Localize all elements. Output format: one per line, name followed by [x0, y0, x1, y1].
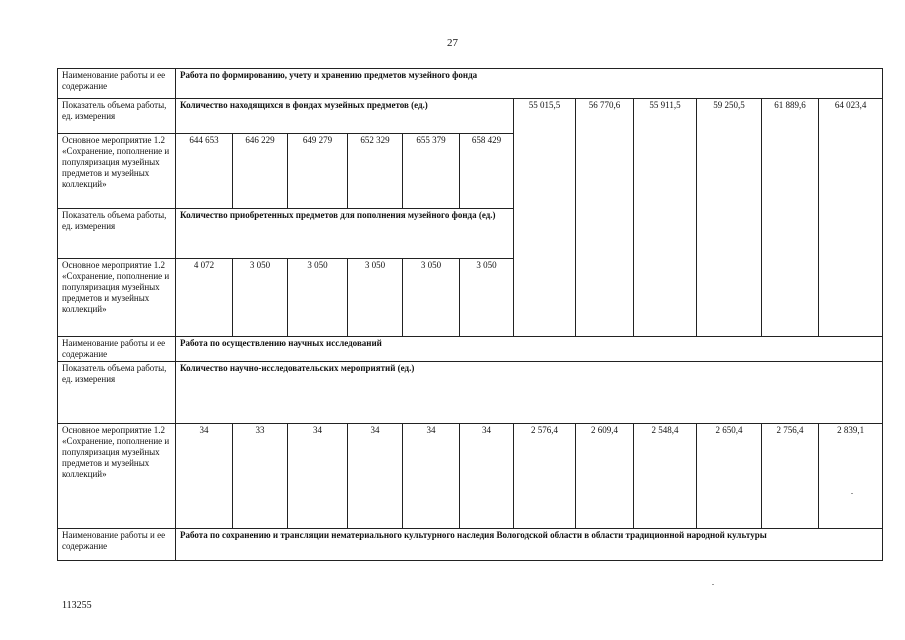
value-cell: 3 050	[403, 259, 460, 337]
value-cell: 3 050	[288, 259, 348, 337]
finance-cell: 64 023,4	[819, 99, 883, 337]
finance-cell: 2 839,1	[819, 424, 883, 529]
indicator-title: Количество научно-исследовательских мероприятий (ед.)	[176, 362, 883, 424]
work-name-title: Работа по формированию, учету и хранению предметов музейного фонда	[176, 69, 883, 99]
event-label: Основное мероприятие 1.2 «Сохранение, пополнение и популяризация музейных предметов и музейных коллекций»	[58, 259, 176, 337]
value-cell: 649 279	[288, 134, 348, 209]
value-cell: 644 653	[176, 134, 233, 209]
work-name-title: Работа по сохранению и трансляции нематериального культурного наследия Вологодской области в области традиционной народной культуры	[176, 529, 883, 561]
value-cell: 34	[288, 424, 348, 529]
finance-cell: 55 911,5	[634, 99, 697, 337]
table-row	[58, 69, 883, 99]
page-number: 27	[447, 37, 458, 49]
value-cell: 34	[348, 424, 403, 529]
work-name-label: Наименование работы и ее содержание	[58, 69, 176, 99]
indicator-label: Показатель объема работы, ед. измерения	[58, 99, 176, 134]
finance-cell: 61 889,6	[762, 99, 819, 337]
value-cell: 3 050	[460, 259, 514, 337]
value-cell: 33	[233, 424, 288, 529]
finance-cell: 2 609,4	[576, 424, 634, 529]
table-row	[58, 99, 883, 134]
value-cell: 34	[176, 424, 233, 529]
work-name-label: Наименование работы и ее содержание	[58, 529, 176, 561]
event-label: Основное мероприятие 1.2 «Сохранение, пополнение и популяризация музейных предметов и музейных коллекций»	[58, 424, 176, 529]
finance-cell: 55 015,5	[514, 99, 576, 337]
event-label: Основное мероприятие 1.2 «Сохранение, пополнение и популяризация музейных предметов и музейных коллекций»	[58, 134, 176, 209]
value-cell: 658 429	[460, 134, 514, 209]
table-row	[58, 424, 883, 529]
scan-speck	[712, 584, 714, 585]
indicator-label: Показатель объема работы, ед. измерения	[58, 209, 176, 259]
finance-cell: 2 548,4	[634, 424, 697, 529]
finance-cell: 2 576,4	[514, 424, 576, 529]
value-cell: 3 050	[233, 259, 288, 337]
finance-cell: 59 250,5	[697, 99, 762, 337]
indicator-title: Количество находящихся в фондах музейных предметов (ед.)	[176, 99, 514, 134]
value-cell: 34	[403, 424, 460, 529]
work-name-title: Работа по осуществлению научных исследований	[176, 337, 883, 362]
services-table	[57, 68, 883, 561]
finance-cell: 2 756,4	[762, 424, 819, 529]
table-row	[58, 362, 883, 424]
work-name-label: Наименование работы и ее содержание	[58, 337, 176, 362]
indicator-title: Количество приобретенных предметов для пополнения музейного фонда (ед.)	[176, 209, 514, 259]
value-cell: 34	[460, 424, 514, 529]
value-cell: 652 329	[348, 134, 403, 209]
indicator-label: Показатель объема работы, ед. измерения	[58, 362, 176, 424]
finance-cell: 2 650,4	[697, 424, 762, 529]
table-row	[58, 337, 883, 362]
value-cell: 655 379	[403, 134, 460, 209]
footer-code: 113255	[62, 600, 92, 611]
value-cell: 4 072	[176, 259, 233, 337]
scan-speck	[851, 493, 853, 494]
value-cell: 646 229	[233, 134, 288, 209]
table-row	[58, 529, 883, 561]
value-cell: 3 050	[348, 259, 403, 337]
finance-cell: 56 770,6	[576, 99, 634, 337]
